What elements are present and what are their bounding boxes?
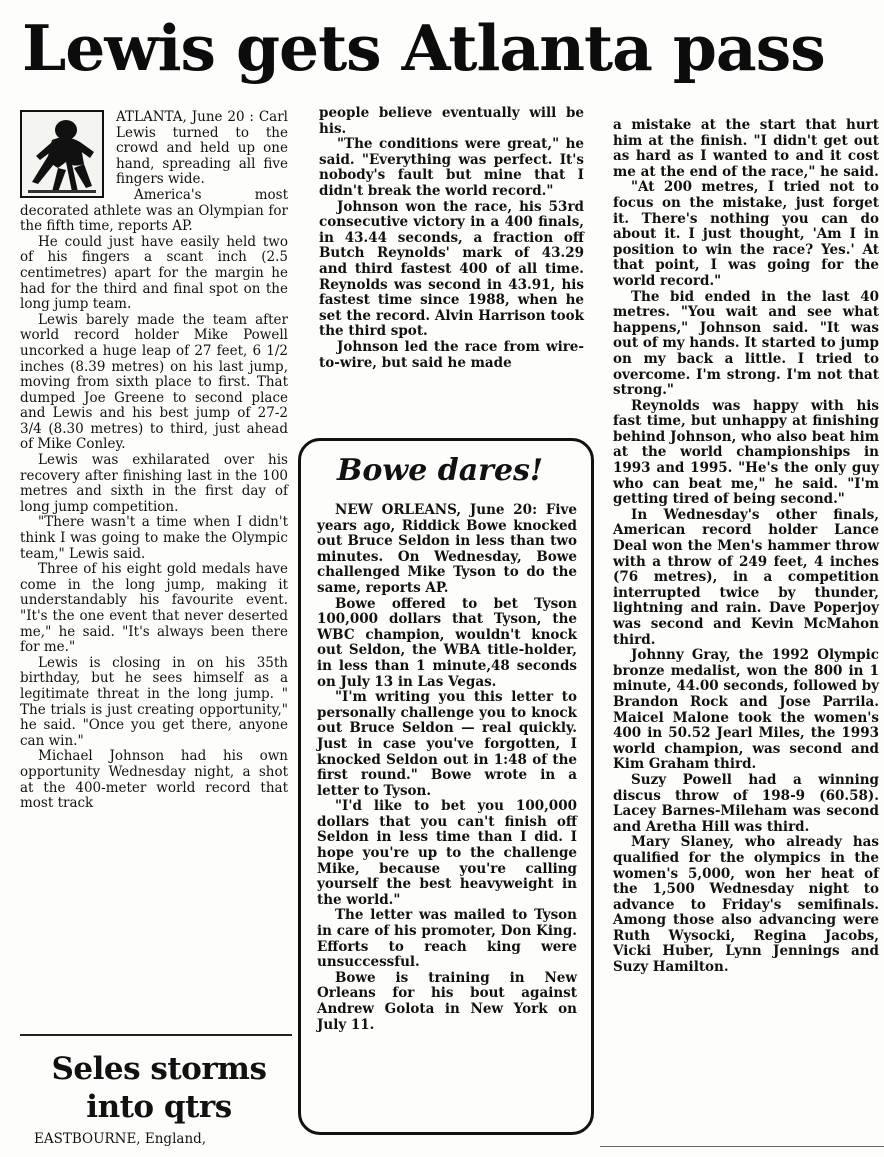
paragraph: The bid ended in the last 40 metres. "You wait and see what happens," Johnson said. "It was out of my hands. It started to jump on my back a little. I tried to overcome. I'm strong. I'm not that strong." — [613, 288, 879, 399]
headline: Lewis gets Atlanta pass — [22, 11, 825, 85]
paragraph: Michael Johnson had his own opportunity Wednesday night, a shot at the 400-meter world record that most track — [20, 748, 288, 812]
paragraph: Johnson led the race from wire-to-wire, but said he made — [319, 338, 584, 371]
paragraph: Bowe offered to bet Tyson 100,000 dollars that Tyson, the WBC champion, wouldn't knock out Seldon, the WBA title-holder, in less than 1 minute,48 seconds on July 13 in Las Vegas. — [317, 595, 577, 690]
article-column-2 — [319, 106, 584, 371]
paragraph: Bowe is training in New Orleans for his bout against Andrew Golota in New York on July 11. — [317, 969, 577, 1033]
article-column-1 — [20, 110, 288, 812]
bowe-sidebar-box — [298, 438, 594, 1135]
paragraph: Johnny Gray, the 1992 Olympic bronze medalist, won the 800 in 1 minute, 44.00 seconds, followed by Brandon Rock and Jose Parrila. Maicel Malone took the women's 400 in 50.52 Jearl Miles, the 1993 world champion, was second and Kim Graham third. — [613, 647, 879, 773]
paragraph: Reynolds was happy with his fast time, but unhappy at finishing behind Johnson, who also beat him at the world championships in 1993 and 1995. "He's the only guy who can beat me," he said. "I'm getting tired of being second." — [613, 397, 879, 508]
seles-headline — [24, 1050, 294, 1126]
paragraph: "I'd like to bet you 100,000 dollars that you can't finish off Seldon in less time than I did. I hope you're up to the challenge Mike, because you're calling yourself the best heavyweight in the world." — [317, 798, 577, 908]
bowe-body — [317, 503, 577, 1033]
paragraph: "I'm writing you this letter to personally challenge you to knock out Bruce Seldon — real quickly. Just in case you've forgotten, I knocked Seldon out in 1:48 of the first round." Bowe wrote in a letter to Tyson. — [317, 689, 577, 799]
article-column-3 — [613, 118, 879, 976]
paragraph: Lewis barely made the team after world record holder Mike Powell uncorked a huge leap of 27 feet, 6 1/2 inches (8.39 metres) on his last jump, moving from sixth place to first. That dumped Joe Greene to second place and Lewis and his best jump of 27-2 3/4 (8.30 metres) to third, just ahead of Mike Conley. — [20, 311, 288, 453]
seles-headline-line-1: Seles storms — [51, 1051, 267, 1087]
paragraph: "At 200 metres, I tried not to focus on the mistake, just forget it. There's nothing you can do about it. I just thought, 'Am I in position to win the race? Yes.' At that point, I was going for the world record." — [613, 179, 879, 289]
paragraph: The letter was mailed to Tyson in care of his promoter, Don King. Efforts to reach king were unsuccessful. — [317, 907, 577, 971]
paragraph: Mary Slaney, who already has qualified for the olympics in the women's 5,000, won her heat of the 1,500 Wednesday night to advance to Friday's semifinals. Among those also advancing were Ruth Wysocki, Regina Jacobs, Vicki Huber, Lynn Jennings and Suzy Hamilton. — [613, 834, 879, 976]
bowe-title: Bowe dares! — [337, 453, 544, 488]
paragraph: a mistake at the start that hurt him at the finish. "I didn't get out as hard as I wanted to and it cost me at the end of the race," he said. — [613, 117, 879, 180]
paragraph: Lewis was exhilarated over his recovery after finishing last in the 100 metres and sixth in the first day of long jump competition. — [20, 452, 288, 515]
paragraph: people believe eventually will be his. — [319, 105, 584, 137]
paragraph: NEW ORLEANS, June 20: Five years ago, Riddick Bowe knocked out Bruce Seldon in less than two minutes. On Wednesday, Bowe challenged Mike Tyson to do the same, reports AP. — [317, 502, 577, 596]
bottom-divider — [600, 1146, 884, 1147]
paragraph: He could just have easily held two of his fingers a scant inch (2.5 centimetres) apart for the margin he had for the third and final spot on the long jump team. — [20, 233, 288, 313]
sprinter-photo-icon — [20, 110, 104, 198]
dateline-atlanta: ATLANTA, June 20 : Carl Lewis turned to the crowd and held up one hand, spreading all five fingers wide. — [116, 109, 288, 188]
section-divider — [20, 1034, 292, 1036]
dateline-eastbourne: EASTBOURNE, England, — [34, 1132, 207, 1147]
paragraph: Suzy Powell had a winning discus throw of 198-9 (60.58). Lacey Barnes-Mileham was second and Aretha Hill was third. — [613, 771, 879, 835]
paragraph: "There wasn't a time when I didn't think I was going to make the Olympic team," Lewis said. — [20, 514, 288, 562]
paragraph: Three of his eight gold medals have come in the long jump, making it understandably his favourite event. "It's the one event that never deserted me," he said. "It's always been there for me." — [20, 561, 288, 656]
paragraph: Johnson won the race, his 53rd consecutive victory in a 400 finals, in 43.44 seconds, a fraction off Butch Reynolds' mark of 43.29 and third fastest 400 of all time. Reynolds was second in 43.91, his fastest time since 1988, when he set the record. Alvin Harrison took the third spot. — [319, 198, 584, 340]
paragraph: Lewis is closing in on his 35th birthday, but he sees himself as a legitimate threat in the long jump. " The trials is just creating opportunity," he said. "Once you get there, anyone can win." — [20, 654, 288, 749]
seles-headline-line-2: into qtrs — [86, 1089, 232, 1125]
paragraph: In Wednesday's other finals, American record holder Lance Deal won the Men's hammer throw with a throw of 249 feet, 4 inches (76 metres), in a competition interrupted twice by thunder, lightning and rain. Dave Poperjoy was second and Kevin McMahon third. — [613, 506, 879, 648]
paragraph: America's most decorated athlete was an Olympian for the fifth time, reports AP. — [20, 186, 288, 235]
paragraph: "The conditions were great," he said. "Everything was perfect. It's nobody's fault but mine that I didn't break the world record." — [319, 136, 584, 199]
